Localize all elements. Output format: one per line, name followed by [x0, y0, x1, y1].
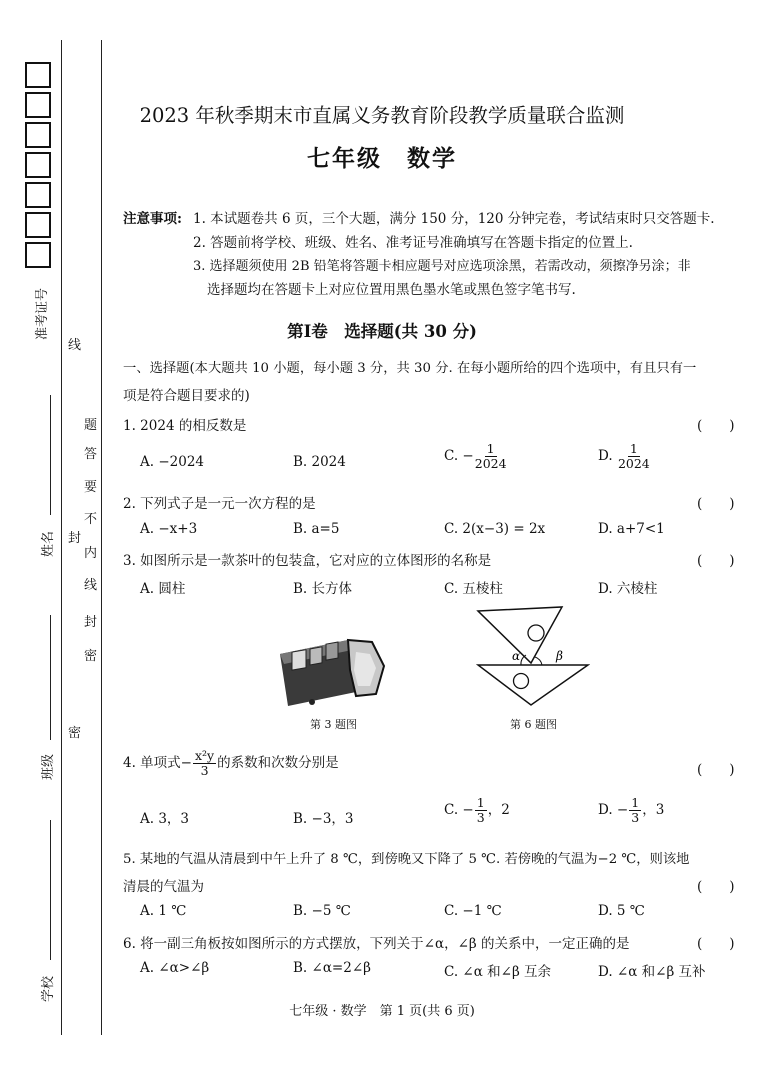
alpha-label: α — [512, 649, 521, 663]
q1-option-a[interactable]: A. −2024 — [140, 454, 204, 470]
exam-id-box[interactable] — [25, 182, 51, 208]
section-intro: 一、选择题(本大题共 10 小题，每小题 3 分，共 30 分. 在每小题所给的四个选项中，有且只有一 — [123, 361, 697, 376]
warning-char: 内 — [84, 546, 98, 561]
class-label: 班级 — [41, 753, 56, 780]
school-label: 学校 — [41, 975, 56, 1002]
section-title: 第Ⅰ卷 选择题(共 30 分) — [287, 322, 477, 341]
q1-option-d[interactable]: D. $\frac{1}{2024}$ — [598, 441, 650, 471]
name-label: 姓名 — [41, 530, 56, 557]
page-footer: 七年级 · 数学 第 1 页(共 6 页) — [289, 1004, 475, 1019]
figure-3-tea-box — [270, 632, 400, 714]
warning-char: 密 — [84, 649, 98, 664]
exam-id-box[interactable] — [25, 62, 51, 88]
exam-id-label: 准考证号 — [35, 287, 50, 340]
figure-6-caption: 第 6 题图 — [510, 718, 557, 731]
q4-option-b[interactable]: B. −3，3 — [293, 811, 354, 827]
warning-char: 封 — [84, 615, 98, 630]
question-2-stem: 2. 下列式子是一元一次方程的是 — [123, 496, 316, 512]
school-field-line[interactable] — [50, 820, 51, 960]
notice-item: 1. 本试题卷共 6 页，三个大题，满分 150 分，120 分钟完卷，考试结束时只交答题卡. — [193, 211, 715, 227]
q3-option-d[interactable]: D. 六棱柱 — [598, 581, 658, 597]
q6-option-d[interactable]: D. ∠α 和∠β 互补 — [598, 964, 706, 980]
seal-char-xian: 线 — [68, 338, 82, 353]
q2-option-a[interactable]: A. −x+3 — [140, 521, 198, 537]
q1-option-b[interactable]: B. 2024 — [293, 454, 346, 470]
q5-option-a[interactable]: A. 1 ℃ — [140, 903, 187, 919]
q2-option-c[interactable]: C. 2(x−3) = 2x — [444, 521, 546, 537]
question-6-stem: 6. 将一副三角板按如图所示的方式摆放，下列关于∠α，∠β 的关系中，一定正确的是 — [123, 936, 630, 952]
seal-char-mi: 密 — [68, 726, 82, 741]
q3-option-c[interactable]: C. 五棱柱 — [444, 581, 503, 597]
question-5-stem-cont: 清晨的气温为 — [123, 879, 204, 895]
subject-title: 七年级 数学 — [307, 145, 457, 172]
warning-char: 线 — [84, 578, 98, 593]
answer-paren[interactable]: ( ) — [697, 418, 735, 434]
question-5-stem: 5. 某地的气温从清晨到中午上升了 8 ℃，到傍晚又下降了 5 ℃. 若傍晚的气温为−2 ℃，则该地 — [123, 852, 690, 867]
answer-paren[interactable]: ( ) — [697, 496, 735, 512]
q3-option-b[interactable]: B. 长方体 — [293, 581, 353, 597]
notice-item: 选择题均在答题卡上对应位置用黑色墨水笔或黑色签字笔书写. — [207, 282, 576, 298]
q4-option-c[interactable]: C. − $\frac{1}{3}$ ，2 — [444, 795, 510, 825]
notice-item: 3. 选择题须使用 2B 铅笔将答题卡相应题号对应选项涂黑，若需改动，须擦净另涂；非 — [193, 259, 691, 274]
q4-option-a[interactable]: A. 3，3 — [140, 811, 190, 827]
class-field-line[interactable] — [50, 615, 51, 740]
q4-option-d[interactable]: D. − $\frac{1}{3}$ ，3 — [598, 795, 665, 825]
q6-option-a[interactable]: A. ∠α>∠β — [140, 960, 210, 976]
answer-paren[interactable]: ( ) — [697, 553, 735, 569]
warning-char: 题 — [84, 418, 98, 433]
q2-option-d[interactable]: D. a+7<1 — [598, 521, 665, 537]
figure-6-set-squares — [476, 603, 590, 711]
q1-option-c[interactable]: C. − $\frac{1}{2024}$ — [444, 441, 507, 471]
question-4-stem: 4. 单项式− $\frac{\text{x²y}}{3}$ 的系数和次数分别是 — [123, 748, 339, 778]
figure-3-caption: 第 3 题图 — [310, 718, 357, 731]
question-3-stem: 3. 如图所示是一款茶叶的包装盒，它对应的立体图形的名称是 — [123, 553, 492, 569]
q5-option-c[interactable]: C. −1 ℃ — [444, 903, 502, 919]
seal-char-feng: 封 — [68, 531, 82, 546]
warning-char: 不 — [84, 512, 98, 527]
q5-option-b[interactable]: B. −5 ℃ — [293, 903, 351, 919]
answer-paren[interactable]: ( ) — [697, 762, 735, 778]
answer-paren[interactable]: ( ) — [697, 936, 735, 952]
beta-label: β — [556, 649, 563, 663]
exam-id-box[interactable] — [25, 242, 51, 268]
exam-title: 2023 年秋季期末市直属义务教育阶段教学质量联合监测 — [139, 104, 625, 127]
section-intro: 项是符合题目要求的) — [123, 388, 250, 404]
warning-char: 要 — [84, 480, 98, 495]
answer-paren[interactable]: ( ) — [697, 879, 735, 895]
warning-char: 答 — [84, 447, 98, 462]
binding-line-outer — [61, 40, 62, 1035]
question-1-stem: 1. 2024 的相反数是 — [123, 418, 247, 434]
q3-option-a[interactable]: A. 圆柱 — [140, 581, 186, 597]
notice-item: 2. 答题前将学校、班级、姓名、准考证号准确填写在答题卡指定的位置上. — [193, 235, 633, 251]
q2-option-b[interactable]: B. a=5 — [293, 521, 340, 537]
q6-option-b[interactable]: B. ∠α=2∠β — [293, 960, 371, 976]
exam-id-box[interactable] — [25, 212, 51, 238]
q6-option-c[interactable]: C. ∠α 和∠β 互余 — [444, 964, 552, 980]
notice-label: 注意事项: — [123, 211, 182, 227]
binding-line-inner — [101, 40, 102, 1035]
q5-option-d[interactable]: D. 5 ℃ — [598, 903, 645, 919]
name-field-line[interactable] — [50, 395, 51, 515]
